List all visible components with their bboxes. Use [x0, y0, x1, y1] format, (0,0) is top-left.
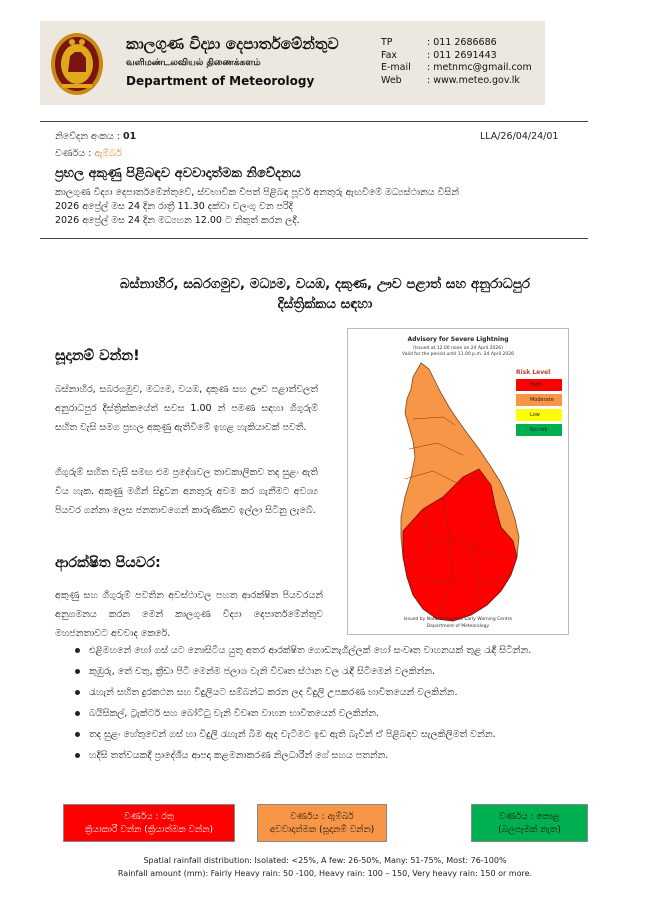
color-level: වර්ණය : ඇම්බර් — [55, 148, 122, 159]
contact-fax: Fax : 011 2691443 — [381, 49, 497, 61]
list-item: බයිසිකල්, ට්‍රැක්ටර් සහ බෝට්ටු වැනි විවෘත වාහන භාවිතයෙන් වලකින්න. — [75, 705, 615, 722]
legend-item-high: High — [516, 379, 564, 391]
list-item: තද සුළං හේතුවෙන් ගස් හා විදුලි රැහැන් බිම ඇද වැටීමට ඉඩ ඇති බැවින් ඒ පිළිබඳව සැලකිලිමත් වන්න. — [75, 726, 615, 743]
footer-rainfall-amount: Rainfall amount (mm): Fairly Heavy rain: 50 -100, Heavy rain: 100 – 150, Very heavy rain: 150 or more. — [117, 869, 533, 878]
district-heading-line1: බස්නාහිර, සබරගමුව, මධ්‍යම, වයඹ, දකුණ, ඌව පළාත් සහ අනුරාධපුර — [119, 276, 531, 292]
contact-web: Web : www.meteo.gov.lk — [381, 74, 520, 86]
precautions-heading: ආරක්ෂිත පියවර: — [55, 555, 161, 571]
alert-paragraph-1: බස්නාහිර, සබරගමුව, මධ්‍යම, වයඹ, දකුණ සහ ඌව පළාත්වලත් අනුරාධපුර දිස්ත්‍රික්කයේත් සවස 1.00 න් පමණ සඳහා ගිගුරුම් සහිත වැසි සමග ප්‍රභල අකුණු ඇතිවීමේ ඉහළ හැකියාවක් පවතී. — [55, 384, 318, 433]
legend-item-moderate: Moderate — [516, 394, 564, 406]
reference-code: LLA/26/04/24/01 — [480, 131, 559, 142]
map-issued: (Issued at 12.00 noon on 24 April 2026) — [413, 346, 503, 351]
list-item: කුඹුරු, තේ වතු, ක්‍රීඩා පිටි මෙන්ම ජලාශ වැනි විවෘත ස්ථාන වල රැඳී සිටීමෙන් වලකින්න. — [75, 663, 615, 680]
list-item: රැහැන් සහිත දුරකථන සහ විදුලියට සම්බන්ධ කරන ලද විදුලි උපකරණ භාවිතයෙන් වලකින්න. — [75, 684, 615, 701]
map-title: Advisory for Severe Lightning — [407, 336, 509, 343]
map-footer-issuer: Issued by Natural Hazards Early Warning Centre — [403, 617, 513, 622]
notice-number: නිවේදන අංකය : 01 — [55, 131, 137, 142]
precautions-intro: අකුණු සහ ගිගුරුම් පවතින අවස්ථාවල පහත ආරක්ෂිත පියවරයන් අනුගමනය කරන මෙන් කාලගුණ විද්‍යා දෙපාර්තමේන්තුව මහජනතාවට අවවාද කෙරේ. — [55, 590, 323, 639]
color-box-green: වර්ණය : කොළ (බලපෑමක් නැත) — [471, 804, 588, 842]
alert-heading: සූදානම් වන්න! — [55, 348, 140, 364]
list-item: හදිසි තත්වයකදී ප්‍රාදේශීය ආපදා කළමනාකරණ නිලධාරීන් ගේ සහය පතන්න. — [75, 747, 615, 764]
map-legend — [516, 369, 564, 439]
footer-distribution: Spatial rainfall distribution: Isolated: <25%, A few: 26-50%, Many: 51-75%, Most: 76-100% — [143, 856, 507, 865]
district-heading-line2: දිස්ත්‍රික්කය සඳහා — [277, 296, 373, 312]
national-emblem-logo — [48, 28, 106, 98]
map-footer-department: Department of Meteorology — [426, 624, 490, 629]
divider — [40, 121, 588, 122]
department-name-sinhala: කාලගුණ විද්‍යා දෙපාර්තමේන්තුව — [126, 35, 339, 53]
color-box-amber: වර්ණය : ඇම්බර් අවවාදාත්මක (සූදානම් වන්න) — [257, 804, 387, 842]
department-name-english: Department of Meteorology — [126, 74, 315, 88]
contact-tp: TP : 011 2686686 — [381, 37, 497, 48]
list-item: එළිමහනේ හෝ ගස් යට නොසිටිය යුතු අතර ආරක්ෂිත ගොඩනැගිල්ලක් හෝ සංවෘත වාහනයක් තුළ රැඳී සිටින්න. — [75, 642, 615, 659]
legend-item-low: Low — [516, 409, 564, 421]
notice-intro: කාලගුණ විද්‍යා දෙපාර්තමේන්තුවේ, ස්වභාවික විපත් පිළිබඳ පූර්ව අනතුරු ඇඟවීමේ මධ්‍යස්ථානය විසින් 2026 අප්‍රේල් මස 24 දින රාත්‍රී 11.30 දක්වා වලංගු වන පරිදි 2026 අප්‍රේල් මස 24 දින මධ්‍යහන 12.00 ට නිකුත් කරන ලදී. — [55, 187, 459, 226]
precautions-list — [75, 642, 615, 768]
contact-block — [381, 37, 532, 87]
risk-map — [347, 328, 569, 635]
legend-item-no-risk: No risk — [516, 424, 564, 436]
contact-email: E-mail : metnmc@gmail.com — [381, 62, 532, 73]
notice-title: ප්‍රභල අකුණු පිළිබඳව අවවාදාත්මක නිවේදනය — [55, 166, 301, 181]
department-name-tamil: வளிமண்டலவியல் திணைக்களம் — [126, 58, 261, 68]
map-valid: Valid for the period until 11.00 p.m. 24 April 2026 — [401, 352, 515, 357]
legend-title: Risk Level — [516, 369, 551, 376]
sri-lanka-map — [383, 359, 533, 627]
divider — [40, 238, 588, 239]
color-box-red: වර්ණය : රතු ක්‍රියාකාරී වන්න (ක්‍රියාත්මක වන්න) — [63, 804, 235, 842]
alert-paragraph-2: ගිගුරුම් සහිත වැසි සමඟ එම ප්‍රදේශවල තාවකාලිකව තද සුළං ඇති විය හැක. අකුණු මගින් සිදුවන අනතුරු අවම කර ගැනීමට අවශ්‍ය පියවර ගන්නා ලෙස ජනතාවගෙන් කාරුණිකව ඉල්ලා සිටිනු ලැබේ. — [55, 467, 318, 516]
